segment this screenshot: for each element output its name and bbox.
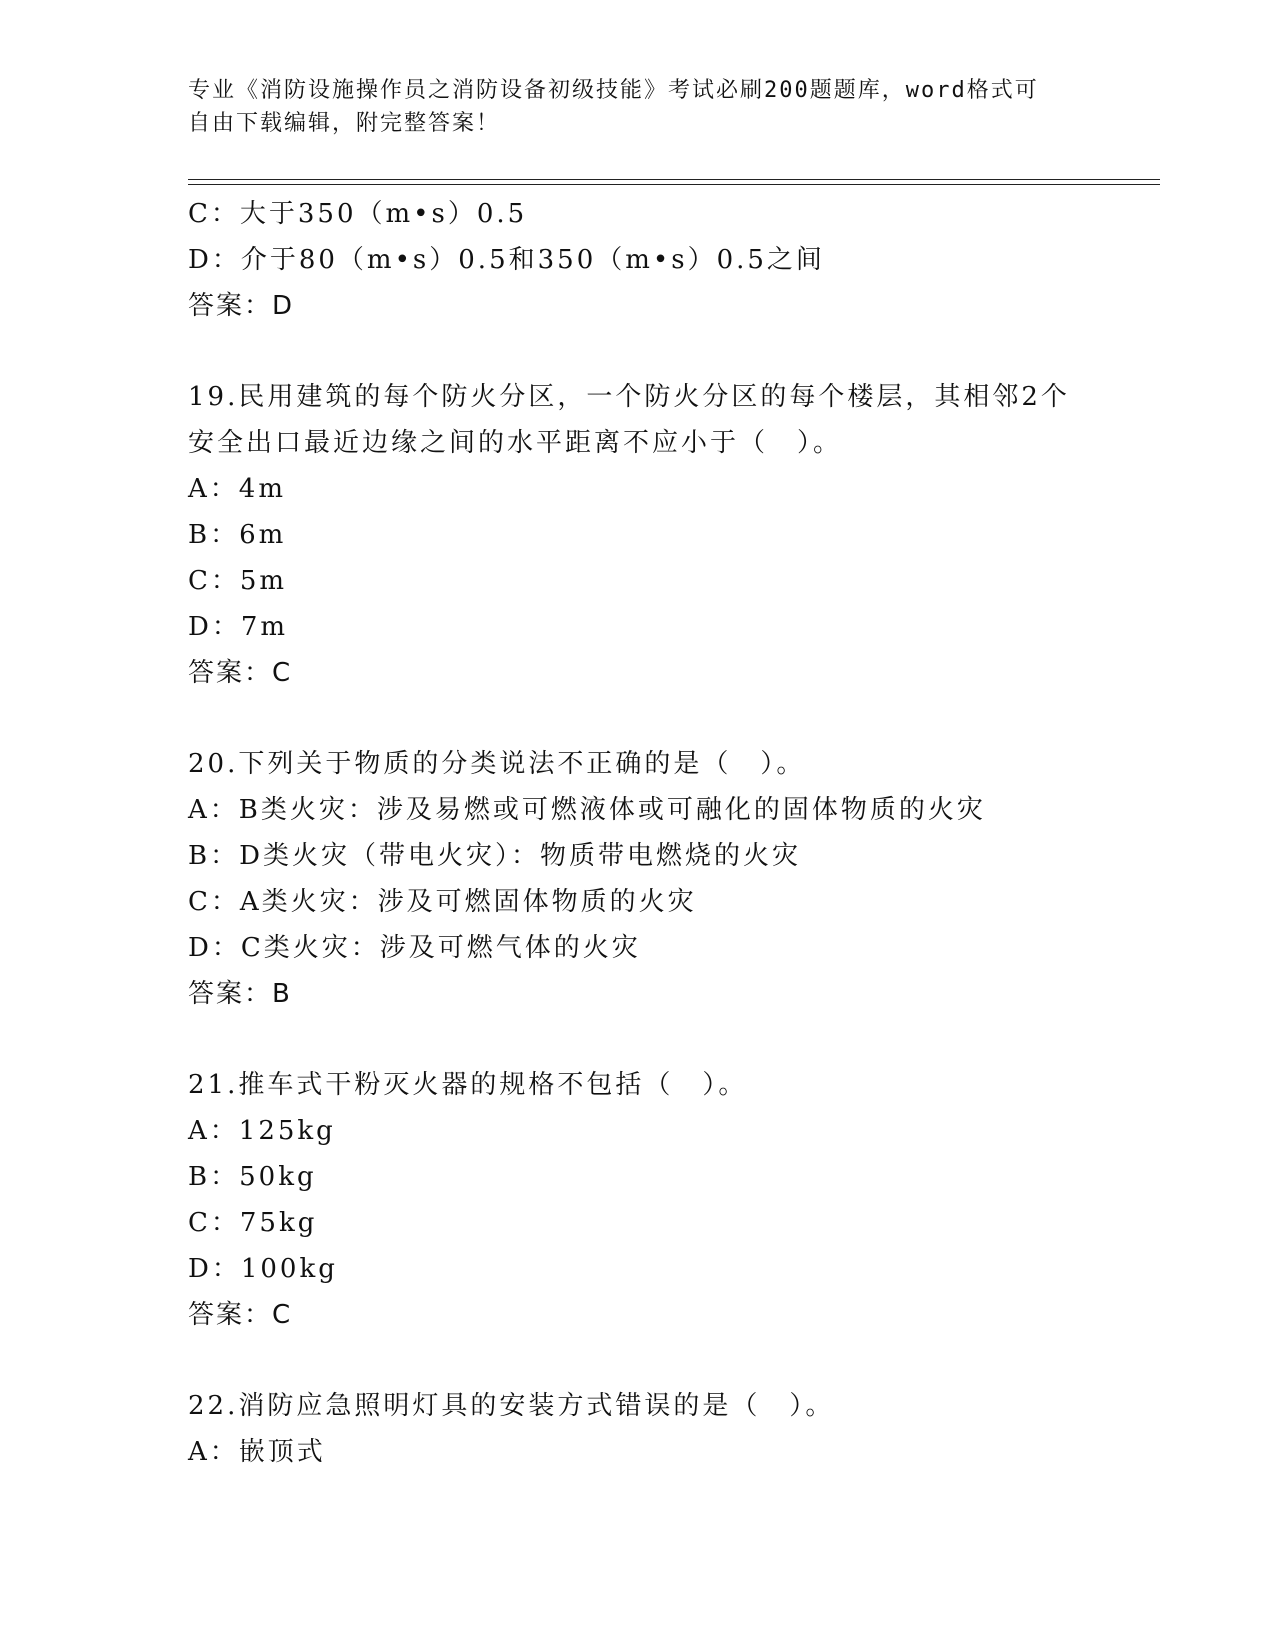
answer-line: 答案：D bbox=[188, 291, 295, 321]
option-d: D：介于80（m•s）0.5和350（m•s）0.5之间 bbox=[188, 245, 825, 275]
question-stem: 19.民用建筑的每个防火分区，一个防火分区的每个楼层，其相邻2个安全出口最近边缘之间的水平距离不应小于（ ）。 bbox=[188, 382, 1070, 458]
question-21 bbox=[188, 1062, 1118, 1338]
answer-line: 答案：C bbox=[188, 658, 293, 688]
option-a: A：嵌顶式 bbox=[188, 1437, 326, 1467]
option-b: B：50kg bbox=[188, 1162, 317, 1192]
header-title-line-1: 专业《消防设施操作员之消防设备初级技能》考试必刷200题题库，word格式可 bbox=[188, 78, 1039, 103]
option-d: D：7m bbox=[188, 612, 289, 642]
option-c: C：A类火灾：涉及可燃固体物质的火灾 bbox=[188, 887, 697, 917]
option-a: A：125kg bbox=[188, 1116, 336, 1146]
question-stem: 22.消防应急照明灯具的安装方式错误的是（ ）。 bbox=[188, 1391, 835, 1421]
question-stem: 20.下列关于物质的分类说法不正确的是（ ）。 bbox=[188, 749, 806, 779]
option-c: C：5m bbox=[188, 566, 288, 596]
option-c: C：大于350（m•s）0.5 bbox=[188, 199, 528, 229]
option-c: C：75kg bbox=[188, 1208, 318, 1238]
question-22 bbox=[188, 1383, 1118, 1475]
header-title-line-2: 自由下载编辑，附完整答案！ bbox=[188, 111, 501, 136]
question-20 bbox=[188, 741, 1118, 1017]
page-header bbox=[188, 74, 1088, 140]
header-rule-bottom bbox=[188, 184, 1160, 185]
answer-line: 答案：B bbox=[188, 979, 292, 1009]
answer-line: 答案：C bbox=[188, 1300, 293, 1330]
option-a: A：4m bbox=[188, 474, 286, 504]
continued-question bbox=[188, 191, 1118, 329]
option-a: A：B类火灾：涉及易燃或可燃液体或可融化的固体物质的火灾 bbox=[188, 795, 986, 825]
option-d: D：100kg bbox=[188, 1254, 338, 1284]
option-d: D：C类火灾：涉及可燃气体的火灾 bbox=[188, 933, 641, 963]
question-stem: 21.推车式干粉灭火器的规格不包括（ ）。 bbox=[188, 1070, 748, 1100]
option-b: B：D类火灾（带电火灾）：物质带电燃烧的火灾 bbox=[188, 841, 801, 871]
header-rule-top bbox=[188, 179, 1160, 180]
question-19 bbox=[188, 374, 1118, 696]
question-list bbox=[188, 191, 1118, 1475]
option-b: B：6m bbox=[188, 520, 287, 550]
